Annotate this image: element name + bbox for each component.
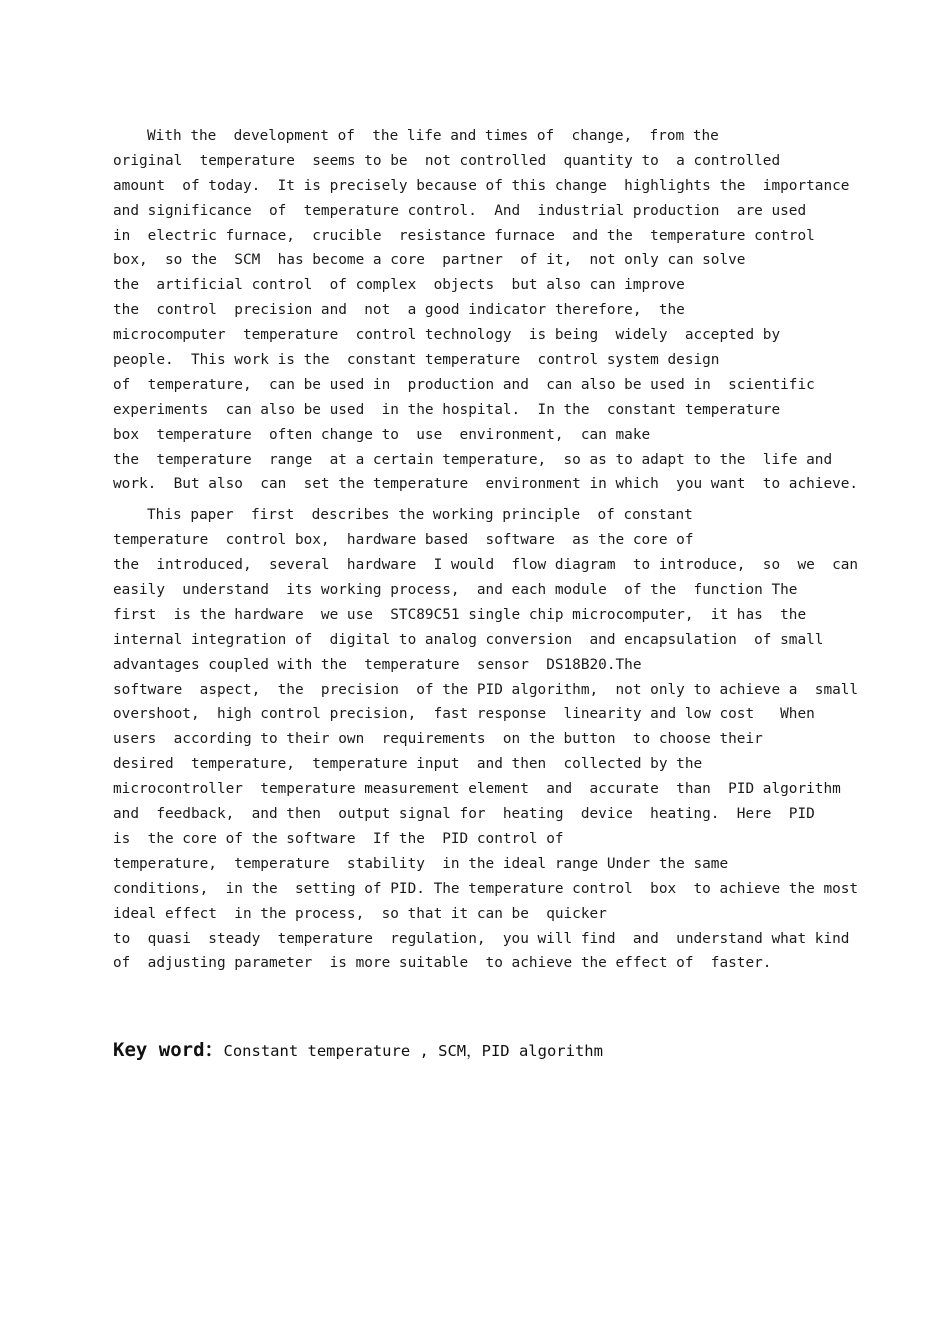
paragraph-line: people. This work is the constant temperature control system design bbox=[113, 352, 720, 369]
keywords-value: Constant temperature , SCM，PID algorithm bbox=[223, 1042, 603, 1060]
paragraph-line: is the core of the software If the PID control of bbox=[113, 830, 564, 847]
abstract-paragraph-2 bbox=[113, 503, 859, 976]
paragraph-line: the artificial control of complex objects but also can improve bbox=[113, 277, 685, 294]
paragraph-line: easily understand its working process, and each module of the function The bbox=[113, 582, 798, 599]
paragraph-line: box temperature often change to use environment, can make bbox=[113, 426, 651, 443]
paragraph-line: of adjusting parameter is more suitable to achieve the effect of faster. bbox=[113, 955, 772, 972]
paragraph-line: work. But also can set the temperature environment in which you want to achieve. bbox=[113, 476, 859, 493]
paragraph-line: and significance of temperature control. And industrial production are used bbox=[113, 202, 807, 219]
abstract-paragraph-1 bbox=[113, 124, 859, 497]
paragraph-line: microcomputer temperature control technology is being widely accepted by bbox=[113, 327, 781, 344]
paragraph-line: software aspect, the precision of the PID algorithm, not only to achieve a small bbox=[113, 681, 859, 698]
paragraph-line: the temperature range at a certain temperature, so as to adapt to the life and bbox=[113, 451, 833, 468]
paragraph-line: temperature control box, hardware based software as the core of bbox=[113, 532, 694, 549]
paragraph-line: desired temperature, temperature input and then collected by the bbox=[113, 756, 703, 773]
paragraph-line: internal integration of digital to analog conversion and encapsulation of small bbox=[113, 631, 824, 648]
paragraph-line: With the development of the life and times of change, from the bbox=[147, 128, 719, 144]
abstract-body bbox=[113, 124, 859, 976]
keywords-line bbox=[113, 1035, 603, 1062]
paragraph-line: overshoot, high control precision, fast response linearity and low cost When bbox=[113, 706, 815, 723]
paragraph-line: amount of today. It is precisely because of this change highlights the importance bbox=[113, 177, 850, 194]
paragraph-line: to quasi steady temperature regulation, you will find and understand what kind bbox=[113, 930, 850, 947]
paragraph-line: users according to their own requirements on the button to choose their bbox=[113, 731, 763, 748]
paragraph-line: in electric furnace, crucible resistance furnace and the temperature control bbox=[113, 227, 815, 244]
paragraph-line: conditions, in the setting of PID. The temperature control box to achieve the most bbox=[113, 880, 859, 897]
paragraph-line: first is the hardware we use STC89C51 single chip microcomputer, it has the bbox=[113, 606, 807, 623]
paragraph-line: advantages coupled with the temperature sensor DS18B20.The bbox=[113, 656, 642, 673]
paragraph-line: and feedback, and then output signal for heating device heating. Here PID bbox=[113, 806, 815, 823]
paragraph-line: the introduced, several hardware I would flow diagram to introduce, so we can bbox=[113, 557, 859, 574]
paragraph-line: This paper first describes the working principle of constant bbox=[147, 507, 693, 524]
paragraph-line: ideal effect in the process, so that it can be quicker bbox=[113, 905, 607, 922]
keywords-label: Key word： bbox=[113, 1039, 224, 1061]
paragraph-line: the control precision and not a good indicator therefore, the bbox=[113, 302, 685, 319]
paragraph-line: original temperature seems to be not controlled quantity to a controlled bbox=[113, 152, 781, 169]
paragraph-line: experiments can also be used in the hospital. In the constant temperature bbox=[113, 401, 781, 418]
paragraph-line: temperature, temperature stability in the ideal range Under the same bbox=[113, 855, 729, 872]
paragraph-line: box, so the SCM has become a core partner of it, not only can solve bbox=[113, 252, 746, 269]
paragraph-line: of temperature, can be used in production and can also be used in scientific bbox=[113, 376, 815, 393]
paragraph-line: microcontroller temperature measurement element and accurate than PID algorithm bbox=[113, 781, 841, 798]
